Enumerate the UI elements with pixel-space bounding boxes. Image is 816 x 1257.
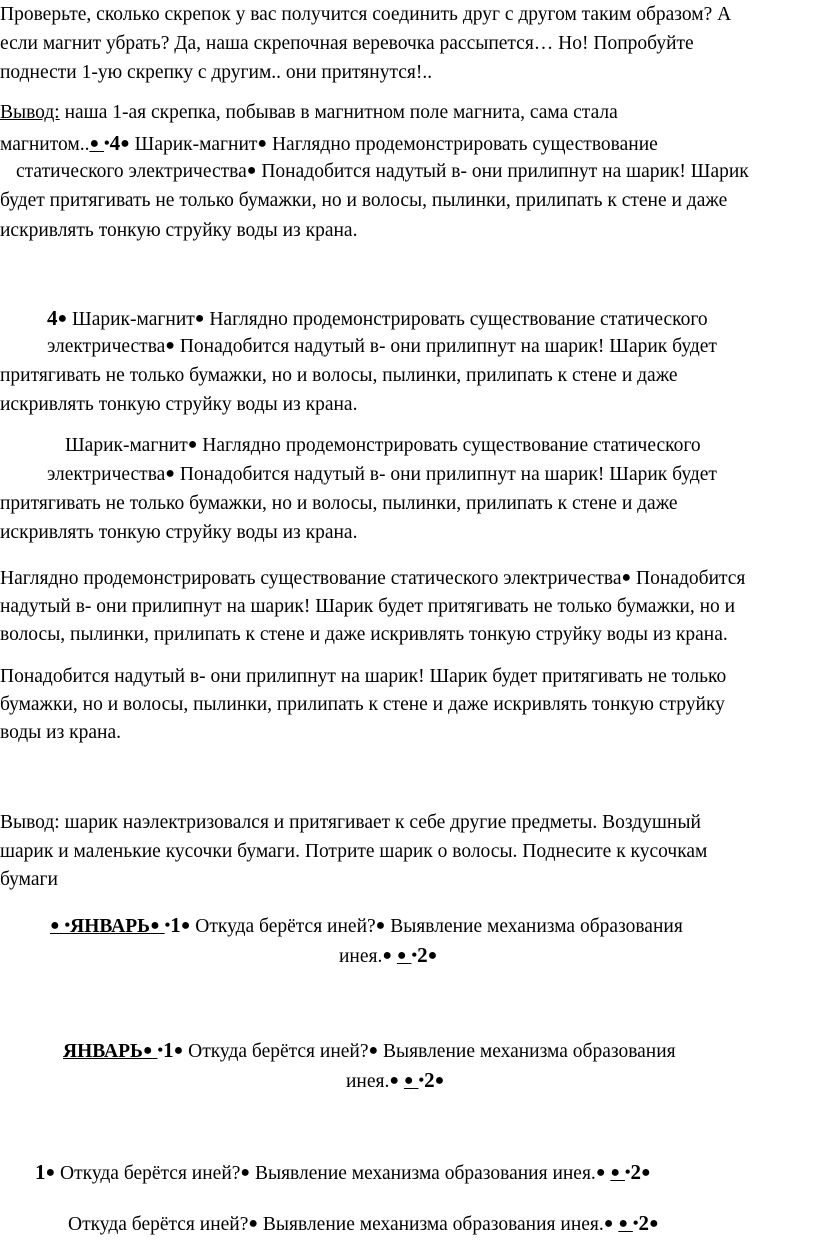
p4-text: Наглядно продемонстрировать существование статического xyxy=(197,435,701,456)
bullet-glyph: ● xyxy=(165,465,175,482)
p2-text: статического электричества xyxy=(16,161,247,182)
bullet-glyph: ● xyxy=(257,135,268,152)
heading-2-line-2 xyxy=(346,1067,444,1096)
bullet-glyph: ● xyxy=(427,947,438,964)
section-number: 4 xyxy=(109,131,121,155)
bullet-glyph: ● xyxy=(396,947,407,964)
bullet xyxy=(633,1214,639,1235)
p2-text: Понадобится надутый в- они прилипнут на шарик! Шарик xyxy=(256,161,749,182)
bullet-glyph: ● xyxy=(180,917,191,934)
section-number: 1 xyxy=(35,1160,46,1184)
p3-line-4: искривлять тонкую струйку воды из крана. xyxy=(0,394,358,415)
bullet xyxy=(618,1214,633,1235)
heading-1-line-1 xyxy=(50,912,683,941)
p2-line-3 xyxy=(16,159,749,186)
bullet-glyph: • xyxy=(64,917,71,934)
p1-line-3: поднести 1-ую скрепку с другим.. они притянутся!.. xyxy=(0,62,433,83)
p5-line-2: надутый в- они прилипнут на шарик! Шарик будет притягивать не только бумажки, но и xyxy=(0,596,736,617)
bullet-glyph: ● xyxy=(57,310,68,327)
p7-line-1: Вывод: шарик наэлектризовался и притягивает к себе другие предметы. Воздушный xyxy=(0,812,701,833)
p2-line-4: будет притягивать не только бумажки, но и волосы, пылинки, прилипать к стене и даже xyxy=(0,190,728,211)
p5-text: Наглядно продемонстрировать существование статического электричества xyxy=(0,568,622,589)
p3-line-3: притягивать не только бумажки, но и волосы, пылинки, прилипать к стене и даже xyxy=(0,365,678,386)
p4-text: Шарик-магнит xyxy=(65,435,188,456)
heading-2-line-1 xyxy=(63,1037,676,1066)
bullet-glyph: ● xyxy=(248,1215,259,1232)
p5-line-1 xyxy=(0,566,745,593)
bullet xyxy=(610,1163,625,1184)
bullet-glyph: • xyxy=(104,135,110,152)
bullet-glyph: ● xyxy=(165,337,175,354)
p7-line-3: бумаги xyxy=(0,869,58,890)
section-number: 2 xyxy=(638,1211,649,1235)
bullet-glyph: ● xyxy=(603,1215,614,1232)
p6-line-2: бумажки, но и волосы, пылинки, прилипать к стене и даже искривлять тонкую струйку xyxy=(0,694,725,715)
bullet-glyph: ● xyxy=(142,1042,153,1059)
p3-line-2 xyxy=(47,334,717,361)
p4-line-4: искривлять тонкую струйку воды из крана. xyxy=(0,522,358,543)
bullet-glyph: ● xyxy=(50,917,60,934)
heading-text: Откуда берётся иней? xyxy=(68,1214,249,1235)
bullet xyxy=(404,1071,419,1092)
p3-text: Шарик-магнит xyxy=(67,309,195,330)
heading-text: Откуда берётся иней? xyxy=(55,1163,241,1184)
bullet-glyph: ● xyxy=(173,1042,184,1059)
bullet-glyph: ● xyxy=(434,1072,445,1089)
bullet xyxy=(625,1163,631,1184)
bullet-glyph: ● xyxy=(610,1164,621,1181)
p3-line-1 xyxy=(47,305,708,334)
bullet-glyph: ● xyxy=(187,436,198,453)
bullet-glyph: ● xyxy=(240,1164,251,1181)
p2-line-2 xyxy=(0,130,658,159)
p2-text: Наглядно продемонстрировать существование xyxy=(267,134,658,155)
bullet-glyph: ● xyxy=(648,1215,659,1232)
p4-line-2 xyxy=(47,462,717,489)
section-number: 1 xyxy=(170,913,181,937)
bullet-glyph: ● xyxy=(89,135,100,152)
month-text: ЯНВАРЬ xyxy=(63,1041,143,1062)
bullet-glyph: ● xyxy=(595,1164,606,1181)
p1-line-1: Проверьте, сколько скрепок у вас получится соединить друг с другом таким образом? А xyxy=(0,4,732,25)
section-number: 2 xyxy=(630,1160,642,1184)
bullet-glyph: ● xyxy=(150,917,160,934)
section-number: 2 xyxy=(424,1068,435,1092)
bullet xyxy=(50,916,65,937)
bullet xyxy=(89,134,104,155)
bullet-glyph: • xyxy=(624,1164,631,1181)
conclusion-label: Вывод: xyxy=(0,102,60,123)
p4-text: Понадобится надутый в- они прилипнут на шарик! Шарик будет xyxy=(174,464,717,485)
bullet xyxy=(411,946,417,967)
p5-text: Понадобится xyxy=(631,568,746,589)
p4-line-1 xyxy=(65,433,701,460)
bullet-glyph: ● xyxy=(389,1072,400,1089)
p3-text: электричества xyxy=(47,336,166,357)
heading-text: Выявление механизма образования xyxy=(385,916,683,937)
heading-text: Выявление механизма образования инея. xyxy=(250,1163,596,1184)
p4-text: электричества xyxy=(47,464,166,485)
p7-line-2: шарик и маленькие кусочки бумаги. Потрите шарик о волосы. Поднесите к кусочкам xyxy=(0,841,708,862)
p3-text: Наглядно продемонстрировать существование статического xyxy=(204,309,708,330)
heading-text: Выявление механизма образования xyxy=(378,1041,676,1062)
bullet-glyph: ● xyxy=(403,1072,414,1089)
bullet-glyph: ● xyxy=(194,310,205,327)
p6-line-1: Понадобится надутый в- они прилипнут на шарик! Шарик будет притягивать не только xyxy=(0,666,727,687)
bullet-glyph: • xyxy=(164,917,171,934)
p2-line-1 xyxy=(0,100,618,126)
heading-4-line-1 xyxy=(68,1210,659,1239)
bullet xyxy=(418,1071,424,1092)
bullet-glyph: • xyxy=(157,1042,164,1059)
month-heading xyxy=(65,916,165,937)
bullet xyxy=(104,134,110,155)
p4-line-3: притягивать не только бумажки, но и волосы, пылинки, прилипать к стене и даже xyxy=(0,493,678,514)
p2-text: наша 1-ая скрепка, побывав в магнитном поле магнита, сама стала xyxy=(59,102,618,123)
bullet-glyph: • xyxy=(418,1072,425,1089)
p5-line-3: волосы, пылинки, прилипать к стене и даже искривлять тонкую струйку воды из крана. xyxy=(0,624,728,645)
bullet-glyph: ● xyxy=(375,917,386,934)
month-heading xyxy=(63,1041,157,1062)
bullet-glyph: ● xyxy=(641,1164,651,1181)
p1-line-2: если магнит убрать? Да, наша скрепочная веревочка рассыпется… Но! Попробуйте xyxy=(0,33,694,54)
bullet xyxy=(397,946,412,967)
bullet-glyph: ● xyxy=(246,162,257,179)
bullet-glyph: ● xyxy=(45,1164,56,1181)
section-number: 1 xyxy=(163,1038,174,1062)
bullet-glyph: • xyxy=(632,1215,639,1232)
bullet xyxy=(165,916,171,937)
section-number: 2 xyxy=(417,943,428,967)
heading-text: Откуда берётся иней? xyxy=(190,916,376,937)
bullet-glyph: ● xyxy=(618,1215,628,1232)
bullet-glyph: ● xyxy=(368,1042,379,1059)
bullet-glyph: ● xyxy=(120,135,130,152)
heading-1-line-2 xyxy=(339,942,437,971)
p2-text: магнитом.. xyxy=(0,134,90,155)
heading-text: Откуда берётся иней? xyxy=(183,1041,369,1062)
section-number: 4 xyxy=(47,306,58,330)
p2-text: Шарик-магнит xyxy=(129,134,258,155)
heading-3-line-1 xyxy=(35,1159,651,1188)
month-text: ЯНВАРЬ xyxy=(70,916,151,937)
bullet xyxy=(157,1041,163,1062)
heading-text: инея. xyxy=(346,1071,390,1092)
p3-text: Понадобится надутый в- они прилипнут на шарик! Шарик будет xyxy=(174,336,717,357)
heading-text: Выявление механизма образования инея. xyxy=(258,1214,604,1235)
heading-text: инея. xyxy=(339,946,383,967)
bullet-glyph: ● xyxy=(382,947,393,964)
p6-line-3: воды из крана. xyxy=(0,722,122,743)
p2-line-5: искривлять тонкую струйку воды из крана. xyxy=(0,220,358,241)
bullet-glyph: • xyxy=(411,947,418,964)
bullet-glyph: ● xyxy=(621,569,632,586)
